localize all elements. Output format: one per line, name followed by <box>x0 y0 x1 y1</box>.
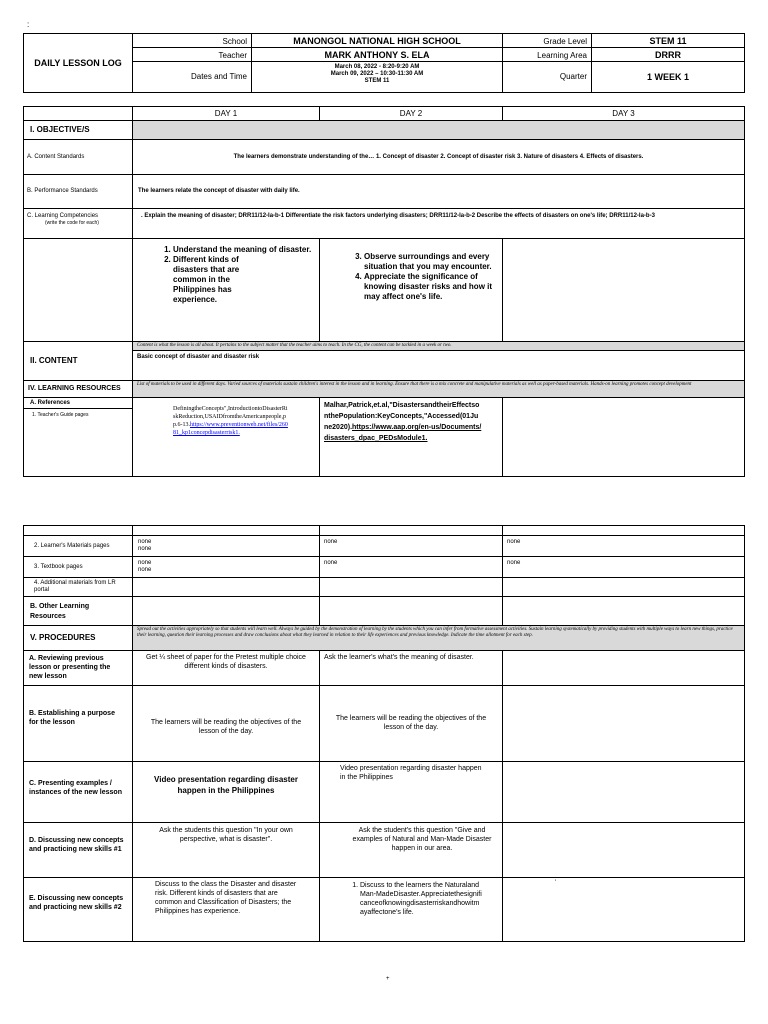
objectives-label: I. OBJECTIVE/S <box>23 120 133 140</box>
competencies-text: . Explain the meaning of disaster; DRR11/12-Ia-b-1 Differentiate the risk factors underlying disasters; DRR11/12-Ia-b-2 Describe the effects of disasters on one's life; DRR11/12-Ia-b-3 <box>132 208 745 239</box>
tg-day2-cell <box>319 397 503 477</box>
other-day2 <box>319 596 503 626</box>
add-day1 <box>132 577 320 597</box>
content-text: Basic concept of disaster and disaster risk <box>132 350 745 381</box>
other-day3 <box>502 596 745 626</box>
day1-objective: 2. Different kinds of disasters that are common in the Philippines has experience. <box>173 255 313 305</box>
c-day2: Video presentation regarding disaster happen in the Philippines <box>319 761 503 823</box>
add-day2 <box>319 577 503 597</box>
lm-day3: none <box>502 535 745 557</box>
a-day2: Ask the learner's what's the meaning of disaster. <box>319 650 503 686</box>
day2-objective: 4. Appreciate the significance of knowing disaster risks and how it may affect one's life. <box>364 272 498 302</box>
tg-day3-cell <box>502 397 745 477</box>
references-label: A. References <box>23 397 133 409</box>
grade-label: Grade Level <box>502 33 592 48</box>
school-value: MANONGOL NATIONAL HIGH SCHOOL <box>251 33 503 48</box>
tg-day1-cell <box>132 397 320 477</box>
c-day1: Video presentation regarding disaster happen in the Philippines <box>132 761 320 823</box>
tg-day1-text: DefiningtheConcepts",IntroductiontoDisasterRiskReduction,USAIDfromtheAmericanpeople,pp.6-13. <box>173 406 288 428</box>
procedures-note: Spread out the activities appropriately so that students will learn well. Always be guided by the demonstration of learning by the students which you can infer from formative assessment activities. Sustain learning systematically by providing students with multiple ways to learn new things, practice their learning, question their learning processes and draw conclusions about what they learned in relation to their life experiences and previous knowledge. Indicate the time allotment for each step. <box>132 625 745 651</box>
a-day3 <box>502 650 745 686</box>
b-day1: The learners will be reading the objectives of the lesson of the day. <box>132 685 320 762</box>
content-std-label: A. Content Standards <box>23 139 133 175</box>
d-day1: Ask the students this question "In your own perspective, what is disaster". <box>132 822 320 878</box>
content-label: II. CONTENT <box>23 341 133 381</box>
e-day2: 1. Discuss to the learners the NaturalandMan-MadeDisaster.Appreciatethesignificanceofknowingdisasterriskandhowitmayaffectone's life. <box>360 881 482 917</box>
day2-objective: 3. Observe surroundings and every situation that you may encounter. <box>364 252 498 272</box>
teacher-value: MARK ANTHONY S. ELA <box>251 47 503 62</box>
d-day3 <box>502 822 745 878</box>
other-day1 <box>132 596 320 626</box>
competencies-label: C. Learning Competencies <box>27 213 99 219</box>
quarter-label: Quarter <box>502 61 592 93</box>
day1-objectives-cell <box>132 238 320 342</box>
tg-day2-text: Malhar,Patrick,et.al,"DisastersandtheirEffectsonthePopulation:KeyConcepts,"Accessed(01June2020). <box>324 402 480 431</box>
resources-label: IV. LEARNING RESOURCES <box>23 380 133 398</box>
competencies-sub: (write the code for each) <box>45 220 99 226</box>
area-label: Learning Area <box>502 47 592 62</box>
day2-objectives-cell <box>319 238 503 342</box>
day2-objectives-list <box>350 252 498 302</box>
day2-header: DAY 2 <box>319 106 503 121</box>
e-day2-list <box>346 881 482 917</box>
day3-objectives-cell <box>502 238 745 342</box>
resources-note: List of materials to be used in different days. Varied sources of materials sustain children's interest in the lesson and in learning. Ensure that there is a mix concrete and manipulative materials as well as paper-based materials. Hands-on learning promotes concept development <box>132 380 745 398</box>
dates-line-1: March 08, 2022 - 8:20-9:20 AM <box>334 64 420 70</box>
tb-day1: none none <box>132 556 320 578</box>
tg-label: 1. Teacher's Guide pages <box>32 412 89 418</box>
e-day3: ' <box>502 877 745 942</box>
grade-value: STEM 11 <box>591 33 745 48</box>
day1-header: DAY 1 <box>132 106 320 121</box>
day3-header: DAY 3 <box>502 106 745 121</box>
tg-day1-link[interactable]: https://www.preventionweb.net/files/26081_kp1concepdisasterrisk1. <box>173 422 288 436</box>
tb-day2: none <box>319 556 503 578</box>
page-mark: + <box>386 976 390 982</box>
b-label: B. Establishing a purpose for the lesson <box>23 685 133 762</box>
d-day2: Ask the student's this question "Give and examples of Natural and Man-Made Disaster happen in our area. <box>319 822 503 878</box>
competencies-label-cell <box>23 208 133 239</box>
b-day2: The learners will be reading the objectives of the lesson of the day. <box>319 685 503 762</box>
procedures-label: V. PROCEDURES <box>23 625 133 651</box>
lm-day1: none none <box>132 535 320 557</box>
b-day3 <box>502 685 745 762</box>
dates-line-3: STEM 11 <box>364 78 390 84</box>
dates-line-2: March 09, 2022 – 10:30-11:30 AM <box>330 71 424 77</box>
perf-std-label: B. Performance Standards <box>23 174 133 209</box>
objectives-shade <box>132 120 745 140</box>
quarter-value: 1 WEEK 1 <box>591 61 745 93</box>
colon-mark: : <box>27 20 30 29</box>
other-label: B. Other Learning Resources <box>23 596 133 626</box>
a-label: A. Reviewing previous lesson or presenting the new lesson <box>23 650 133 686</box>
e-label: E. Discussing new concepts and practicing new skills #2 <box>23 877 133 942</box>
lm-label: 2. Learner's Materials pages <box>23 535 133 557</box>
tb-day3: none <box>502 556 745 578</box>
a-day1: Get ¼ sheet of paper for the Pretest multiple choice different kinds of disasters. <box>132 650 320 686</box>
add-label: 4. Additional materials from LR portal <box>23 577 133 597</box>
tg-label-cell <box>23 408 133 477</box>
day1-objectives-list <box>159 245 313 305</box>
e-day1: Discuss to the class the Disaster and disaster risk. Different kinds of disasters that are common and Classification of Disasters; the Philippines has experience. <box>132 877 320 942</box>
dates-value <box>251 61 503 93</box>
c-day3 <box>502 761 745 823</box>
tg-day2-link[interactable]: https://www.aap.org/en-us/Documents/disasters_dpac_PEDsModule1. <box>324 424 482 442</box>
content-note: Content is what the lesson is all about. It pertains to the subject matter that the teacher aims to teach. In the CG, the content can be tackled in a week or two. <box>132 341 745 351</box>
day-header-blank <box>23 106 133 121</box>
school-label: School <box>132 33 252 48</box>
d-label: D. Discussing new concepts and practicing new skills #1 <box>23 822 133 878</box>
teacher-label: Teacher <box>132 47 252 62</box>
area-value: DRRR <box>591 47 745 62</box>
day1-objective: 1. Understand the meaning of disaster. <box>173 245 313 255</box>
lm-day2: none <box>319 535 503 557</box>
doc-title: DAILY LESSON LOG <box>23 33 133 93</box>
content-std-text: The learners demonstrate understanding of the… 1. Concept of disaster 2. Concept of disaster risk 3. Nature of disasters 4. Effects of disasters. <box>132 139 745 175</box>
perf-std-text: The learners relate the concept of disaster with daily life. <box>132 174 745 209</box>
dates-label: Dates and Time <box>132 61 252 93</box>
c-label: C. Presenting examples / instances of the new lesson <box>23 761 133 823</box>
add-day3 <box>502 577 745 597</box>
objectives-list-label <box>23 238 133 342</box>
e-day2-cell <box>319 877 503 942</box>
tb-label: 3. Textbook pages <box>23 556 133 578</box>
